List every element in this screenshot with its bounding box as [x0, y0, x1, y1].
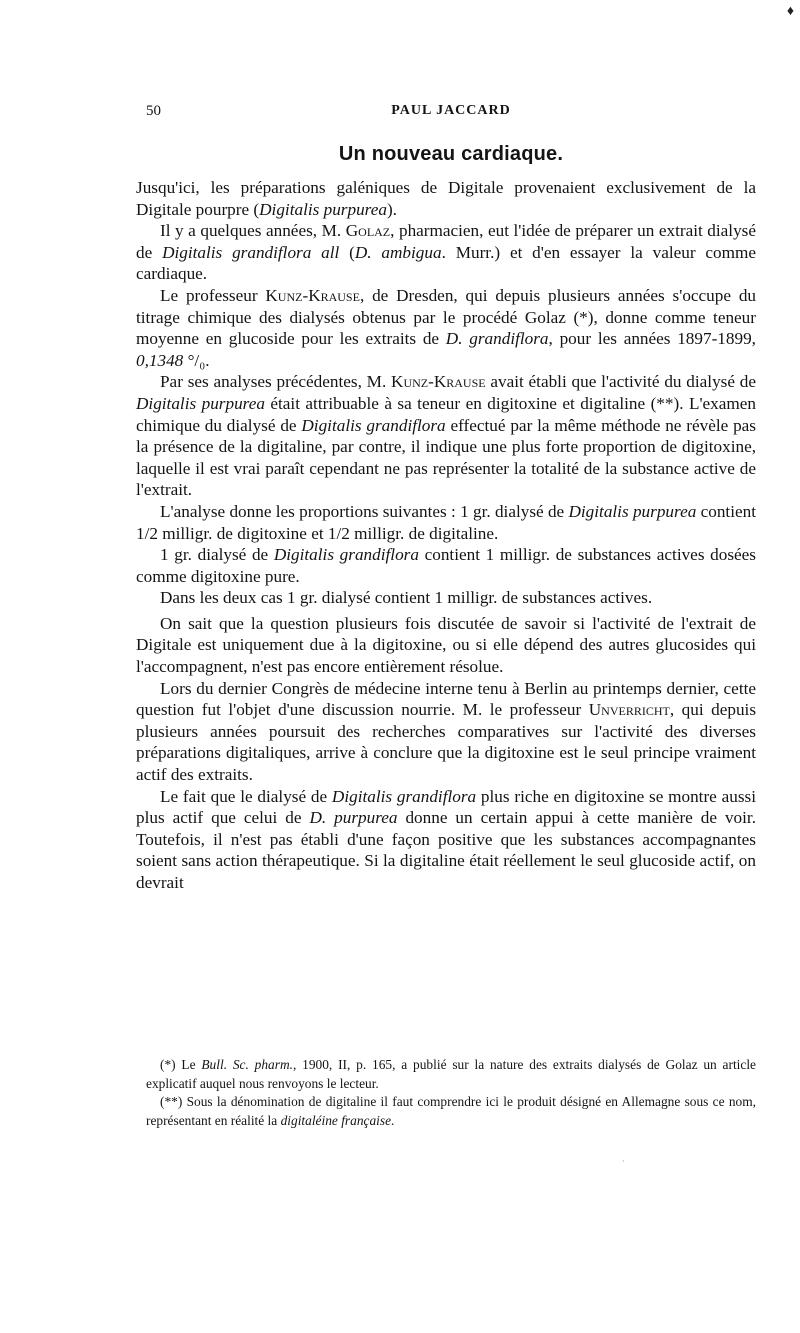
italic-text: D. purpurea [309, 808, 398, 828]
page-number: 50 [146, 103, 161, 119]
italic-text: Digitalis grandiflora [273, 545, 419, 565]
paragraph [136, 678, 756, 786]
text-run: Le fait que le dialysé de [160, 786, 332, 806]
footnote [146, 1056, 756, 1093]
text-run: 1 gr. dialysé de [160, 545, 274, 565]
text-run: Lors du dernier Congrès de médecine interne tenu à Berlin au printemps dernier, cette question fut l'objet d'une discussion nourrie. M. le professeur [136, 678, 756, 720]
paragraph [136, 501, 756, 544]
text-run: avait établi que l'activité du dialysé de [485, 372, 756, 392]
text-run: Jusqu'ici, les préparations galéniques de Digitale provenaient exclusivement de la Digitale pourpre ( [136, 178, 756, 219]
text-run: ( [339, 242, 355, 262]
italic-text: Digitalis grandiflora [331, 786, 477, 806]
text-run: , pour les années 1897-1899, [548, 329, 756, 349]
text-run: °/₀. [183, 350, 210, 370]
small-caps-name: Kunz-Krause [265, 285, 360, 305]
paragraph [136, 613, 756, 678]
italic-text: D. ambigua [354, 242, 442, 262]
text-run: Dans les deux cas 1 gr. dialysé contient 1 milligr. de substances actives. [160, 588, 653, 608]
italic-text: digitaléine française [280, 1112, 392, 1128]
italic-text: Digitalis purpurea [259, 199, 387, 219]
text-run: plus riche en digitoxine se montre aussi plus actif que celui de [136, 786, 756, 828]
text-run: . Murr.) et d'en essayer la valeur comme cardiaque. [136, 242, 756, 284]
body-text [136, 177, 756, 894]
italic-text: D. grandiflora [445, 329, 549, 349]
text-run: On sait que la question plusieurs fois discutée de savoir si l'activité de l'extrait de Digitale est uniquement due à la digitoxine, ou si elle dépend des autres glucosides qui l'accompagnent, n'est pas encore entièrement résolue. [136, 613, 756, 677]
text-run: , 1900, II, p. 165, a publié sur la nature des extraits dialysés de Golaz un article explicatif auquel nous renvoyons le lecteur. [146, 1057, 756, 1091]
paragraph [136, 587, 756, 609]
small-caps-name: Unverricht [588, 700, 670, 720]
paragraph [136, 285, 756, 371]
italic-text: Digitalis purpurea [568, 501, 697, 521]
text-run: . [391, 1112, 395, 1128]
footnote [146, 1093, 756, 1130]
paragraph [136, 786, 756, 894]
paragraph [136, 177, 756, 220]
text-run: contient 1/2 milligr. de digitoxine et 1/2 milligr. de digitaline. [136, 501, 756, 543]
text-run: L'analyse donne les proportions suivantes : 1 gr. dialysé de [160, 501, 569, 521]
small-caps-name: Golaz [345, 221, 391, 241]
stray-mark: · [622, 1157, 625, 1166]
footnotes [146, 1056, 756, 1130]
text-run: Le professeur [160, 285, 266, 305]
text-run: (*) Le [160, 1057, 202, 1072]
italic-text: Digitalis purpurea [136, 393, 265, 413]
italic-text: 0,1348 [136, 350, 184, 370]
text-run: Il y a quelques années, M. [160, 221, 346, 241]
text-run: , qui depuis plusieurs années poursuit des recherches comparatives sur l'activité des diverses préparations digitaliques, arrive à conclure que la digitoxine est le seul principe vraiment actif des extraits. [136, 700, 757, 785]
text-run: ). [386, 199, 397, 219]
page-header [146, 103, 756, 123]
corner-mark: ♦ [786, 4, 794, 19]
paragraph [136, 220, 756, 285]
running-head: PAUL JACCARD [391, 103, 511, 118]
text-run: était attribuable à sa teneur en digitoxine et digitaline (**). L'examen chimique du dialysé de [136, 393, 756, 435]
section-title: Un nouveau cardiaque. [338, 143, 564, 165]
italic-text: Digitalis grandiflora [301, 415, 446, 435]
text-run: , de Dresden, qui depuis plusieurs années s'occupe du titrage chimique des dialysés obtenus par le procédé Golaz (*), donne comme teneur moyenne en glucoside pour les extraits de [136, 285, 757, 349]
italic-text: Bull. Sc. pharm. [201, 1057, 293, 1072]
paragraph [136, 544, 756, 587]
paragraph [136, 371, 756, 501]
text-run: donne un certain appui à cette manière de voir. Toutefois, il n'est pas établi d'une façon positive que les substances accompagnantes soient sans action thérapeutique. Si la digitaline était réellement le seul glucoside actif, on devrait [136, 808, 756, 892]
text-run: (**) Sous la dénomination de digitaline il faut comprendre ici le produit désigné en Allemagne sous ce nom, représentant en réalité la [146, 1094, 756, 1128]
italic-text: Digitalis grandiflora all [162, 242, 340, 262]
text-run: Par ses analyses précédentes, M. [160, 372, 392, 392]
small-caps-name: Kunz-Krause [391, 372, 486, 392]
text-run: effectué par la même méthode ne révèle pas la présence de la digitaline, par contre, il indique une plus forte proportion de digitoxine, laquelle il est vrai paraît cependant ne pas représenter la totalité de la substance active de l'extrait. [136, 415, 756, 500]
text-run: contient 1 milligr. de substances actives dosées comme digitoxine pure. [136, 545, 756, 586]
text-run: , pharmacien, eut l'idée de préparer un extrait dialysé de [136, 221, 756, 262]
